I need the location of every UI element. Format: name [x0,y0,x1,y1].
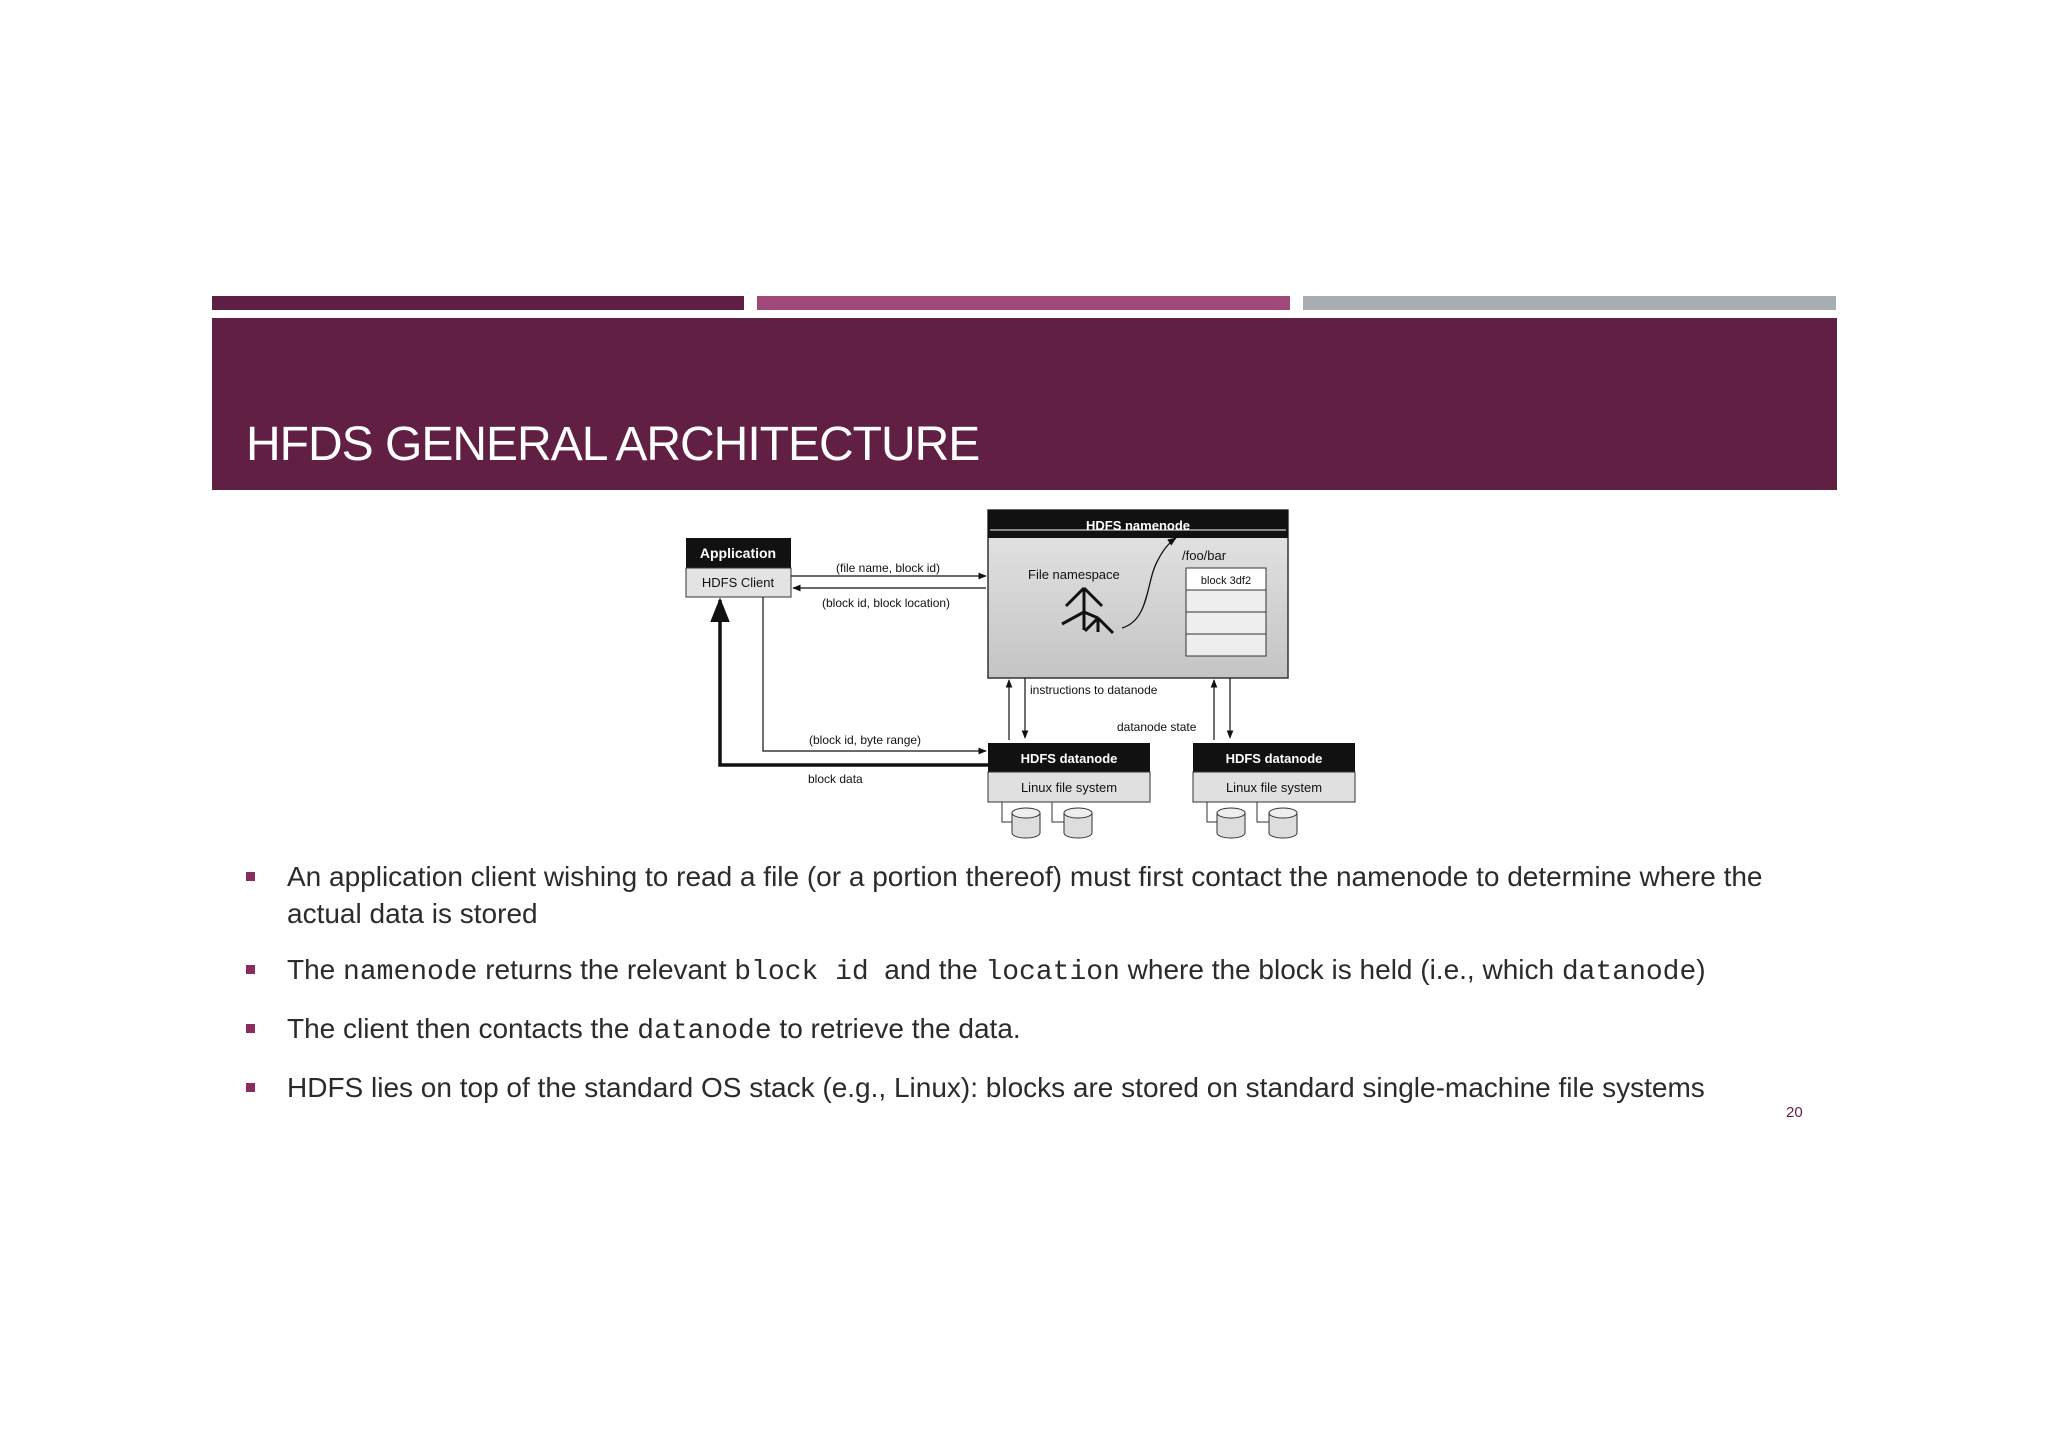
datanode-2-box [1193,743,1355,838]
datanode-state-label: datanode state [1117,720,1197,734]
bullet-item [244,1010,1804,1050]
bullet-text: returns the relevant [477,954,735,985]
bullet-text: to determine where the actual data is stored [287,861,1763,929]
path-label: /foo/bar [1182,548,1227,563]
page-number: 20 [1786,1104,1803,1121]
response-label: (block id, block location) [822,596,951,610]
accent-bar-gray [1303,296,1836,310]
disk-icon [1217,808,1245,838]
file-namespace-label: File namespace [1028,567,1120,582]
disk-icon [1012,808,1040,838]
request-label: (file name, block id) [836,561,941,575]
bullet-text: namenode [1335,861,1469,892]
bullet-list [244,858,1804,1125]
disk-icon [1064,808,1092,838]
bullet-text: HDFS lies on top of the standard OS stack (e.g., Linux): blocks are stored on standard single-machine file systems [287,1072,1705,1103]
namenode-box [988,510,1288,678]
slide-title: HFDS GENERAL ARCHITECTURE [246,418,980,471]
bullet-square-icon [246,872,255,881]
bullet-square-icon [246,965,255,974]
bullet-text: The client then contacts the [287,1013,638,1044]
hdfs-architecture-diagram [680,500,1360,850]
instructions-label: instructions to datanode [1030,683,1158,697]
disk-icon [1269,808,1297,838]
bullet-square-icon [246,1024,255,1033]
bullet-text: ) [1696,954,1706,985]
bullet-item [244,858,1804,932]
bullet-item [244,1069,1804,1106]
accent-bar-dark [212,296,744,310]
code-term: location [985,957,1120,988]
datanode-2-title: HDFS datanode [1225,751,1323,766]
accent-bar-pink [757,296,1290,310]
bullet-text: and the [868,954,986,985]
datanode-1-fs: Linux file system [1020,780,1118,795]
hdfs-client-label: HDFS Client [701,575,775,590]
code-term: namenode [343,957,478,988]
code-term: datanode [1561,957,1697,988]
code-term: block id [734,957,869,988]
namenode-title: HDFS namenode [1085,518,1191,533]
application-box [686,538,791,597]
block-list [1186,568,1266,656]
datanode-2-fs: Linux file system [1225,780,1323,795]
bullet-item [244,951,1804,991]
bullet-text: to retrieve the data. [771,1013,1021,1044]
bullet-text: An application client wishing to read a file (or a portion thereof) must first contact the [287,861,1336,892]
bullet-text: The [287,954,344,985]
bullet-square-icon [246,1083,255,1092]
block-data-label: block data [808,772,863,786]
code-term: datanode [637,1016,772,1047]
byte-range-label: (block id, byte range) [809,733,922,747]
title-band [212,318,1837,490]
block-label: block 3df2 [1200,575,1252,587]
datanode-1-box [988,743,1150,838]
datanode-1-title: HDFS datanode [1020,751,1118,766]
application-label: Application [699,545,777,561]
bullet-text: where the block is held (i.e., which [1119,954,1562,985]
